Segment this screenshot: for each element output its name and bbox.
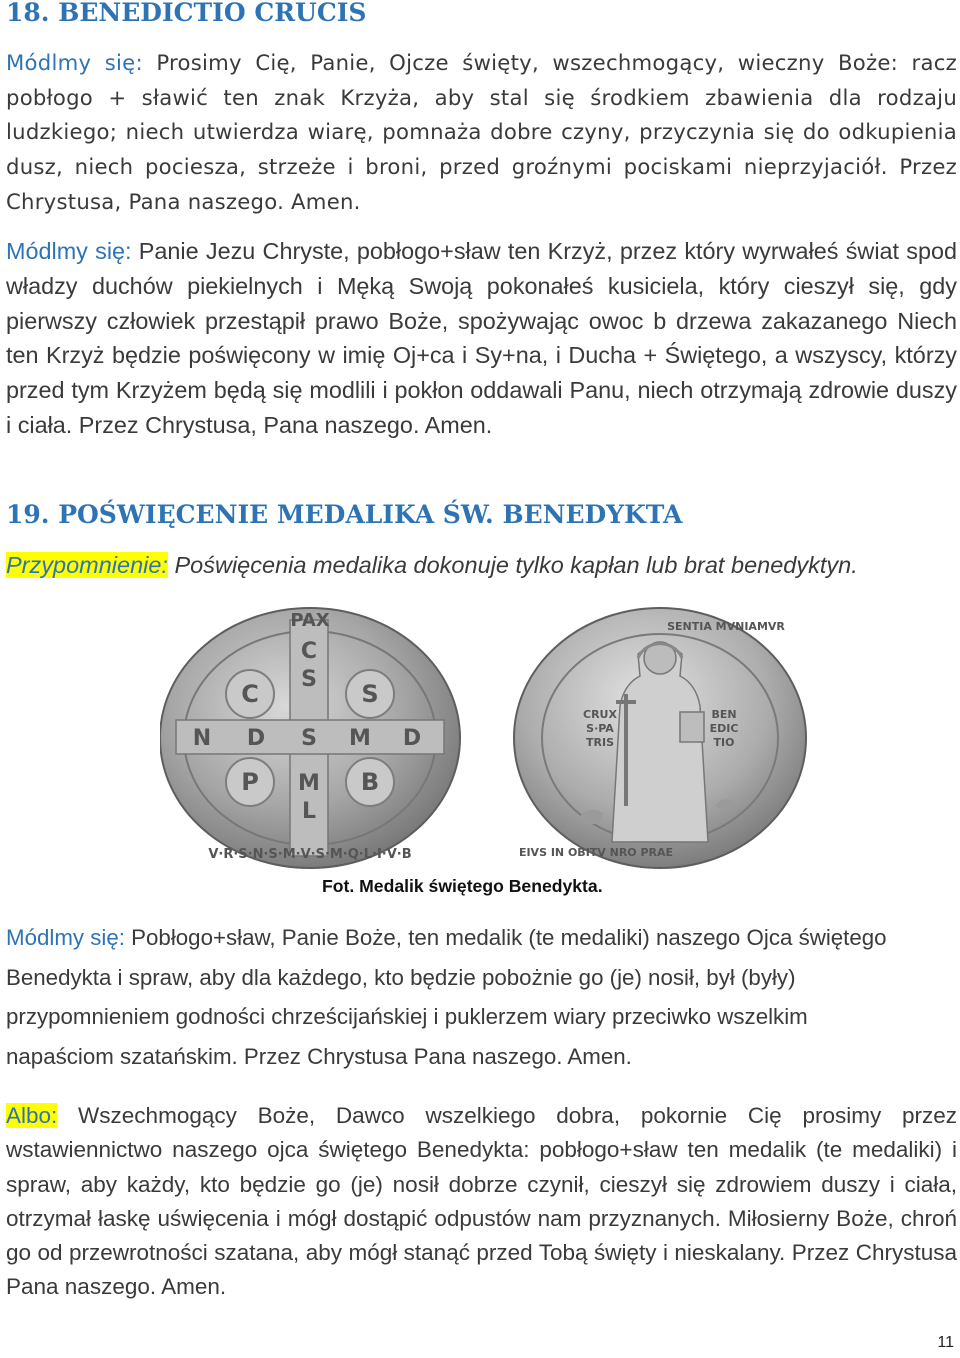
- reminder-text: Poświęcenia medalika dokonuje tylko kapłan lub brat benedyktyn.: [167, 552, 858, 578]
- cross-letter: L: [301, 799, 317, 824]
- cross-letter: M: [298, 771, 320, 796]
- figure-caption: Fot. Medalik świętego Benedykta.: [322, 876, 603, 896]
- medal-ring-right: SENTIA MVNIAMVR: [667, 620, 785, 633]
- medal-ring-left: EIVS IN OBITV NRO PRAE: [518, 846, 674, 859]
- cross-letter: N: [192, 726, 212, 751]
- prayer-medal-alternative: [6, 1099, 957, 1305]
- medal-pax: PAX: [290, 610, 330, 631]
- cross-letter: S: [301, 726, 317, 751]
- cross-letter: D: [246, 726, 266, 751]
- reminder-note: [6, 552, 858, 579]
- medal-back: [514, 608, 806, 868]
- reminder-label: Przypomnienie:: [6, 552, 168, 578]
- prayer-medal-1: [6, 918, 918, 1076]
- crux-text: CRUX: [583, 708, 617, 721]
- quadrant-letter: C: [241, 680, 259, 708]
- prayer-cross-2: [6, 234, 957, 443]
- section-19-heading: 19. POŚWIĘCENIE MEDALIKA ŚW. BENEDYKTA: [6, 500, 683, 529]
- benedictio-text: BEN: [711, 708, 737, 721]
- quadrant-letter: B: [360, 768, 380, 796]
- prayer-label: Módlmy się:: [6, 238, 132, 264]
- cross-letter: M: [349, 726, 371, 751]
- crux-text: S·PA: [586, 722, 614, 735]
- prayer-label-albo: Albo:: [6, 1103, 58, 1128]
- page-number: 11: [937, 1334, 954, 1351]
- cross-letter: S: [301, 667, 317, 692]
- prayer-cross-1: [6, 46, 957, 220]
- crux-text: TRIS: [586, 736, 614, 749]
- prayer-label: Módlmy się:: [6, 925, 125, 950]
- quadrant-letter: S: [361, 680, 379, 708]
- cross-letter: D: [402, 726, 422, 751]
- saint-benedict-medal-photo: [160, 606, 808, 870]
- medal-ring-text: V·R·S·N·S·M·V·S·M·Q·L·I·V·B: [208, 847, 412, 862]
- prayer-text: Panie Jezu Chryste, pobłogo+sław ten Krzyż, przez który wyrwałeś świat spod władzy duchów piekielnych i Męką Swoją pokonałeś kusiciela, który cieszył się, gdy pierwszy człowiek przestąpił prawo Boże, spożywając owoc b drzewa zakazanego Niech ten Krzyż będzie poświęcony w imię Oj+ca i Sy+na, i Ducha + Świętego, a wszyscy, którzy przed tym Krzyżem będą się modlili i pokłon oddawali Panu, niech otrzymają zdrowie duszy i ciała. Przez Chrystusa, Pana naszego. Amen.: [6, 238, 957, 438]
- quadrant-letter: P: [241, 768, 259, 796]
- section-18-heading: 18. BENEDICTIO CRUCIS: [6, 0, 367, 27]
- benedictio-text: EDIC: [709, 722, 739, 735]
- medal-front: [160, 608, 460, 868]
- prayer-label: Módlmy się:: [6, 50, 143, 75]
- cross-letter: C: [300, 639, 318, 664]
- benedictio-text: TIO: [713, 736, 735, 749]
- prayer-text: Pobłogo+sław, Panie Boże, ten medalik (te medaliki) naszego Ojca świętego Benedykta i spraw, aby dla każdego, kto będzie pobożnie go (je) nosił, był (były) przypomnieniem godności chrześcijańskiej i puklerzem wiary przeciwko wszelkim napaściom szatańskim. Przez Chrystusa Pana naszego. Amen.: [6, 925, 887, 1069]
- prayer-text: Wszechmogący Boże, Dawco wszelkiego dobra, pokornie Cię prosimy przez wstawiennictwo naszego ojca świętego Benedykta: pobłogo+sław ten medalik (te medaliki) i spraw, aby każdy, kto będzie go (je) nosił dobrze czynił, cieszył się zdrowiem duszy i ciała, otrzymał łaskę uświęcenia i mógł dostąpić odpustów nam przyznanych. Miłosierny Boże, chroń go od przewrotności szatana, aby mógł stanąć przed Tobą święty i nieskalany. Przez Chrystusa Pana naszego. Amen.: [6, 1103, 957, 1300]
- prayer-text: Prosimy Cię, Panie, Ojcze święty, wszechmogący, wieczny Boże: racz pobłogo + sławić ten znak Krzyża, aby stal się środkiem zbawienia dla rodzaju ludzkiego; niech utwierdza wiarę, pomnaża dobre czyny, przyczynia się do odkupienia dusz, niech pociesza, strzeże i broni, przed groźnymi pociskami nieprzyjaciół. Przez Chrystusa, Pana naszego. Amen.: [6, 50, 957, 214]
